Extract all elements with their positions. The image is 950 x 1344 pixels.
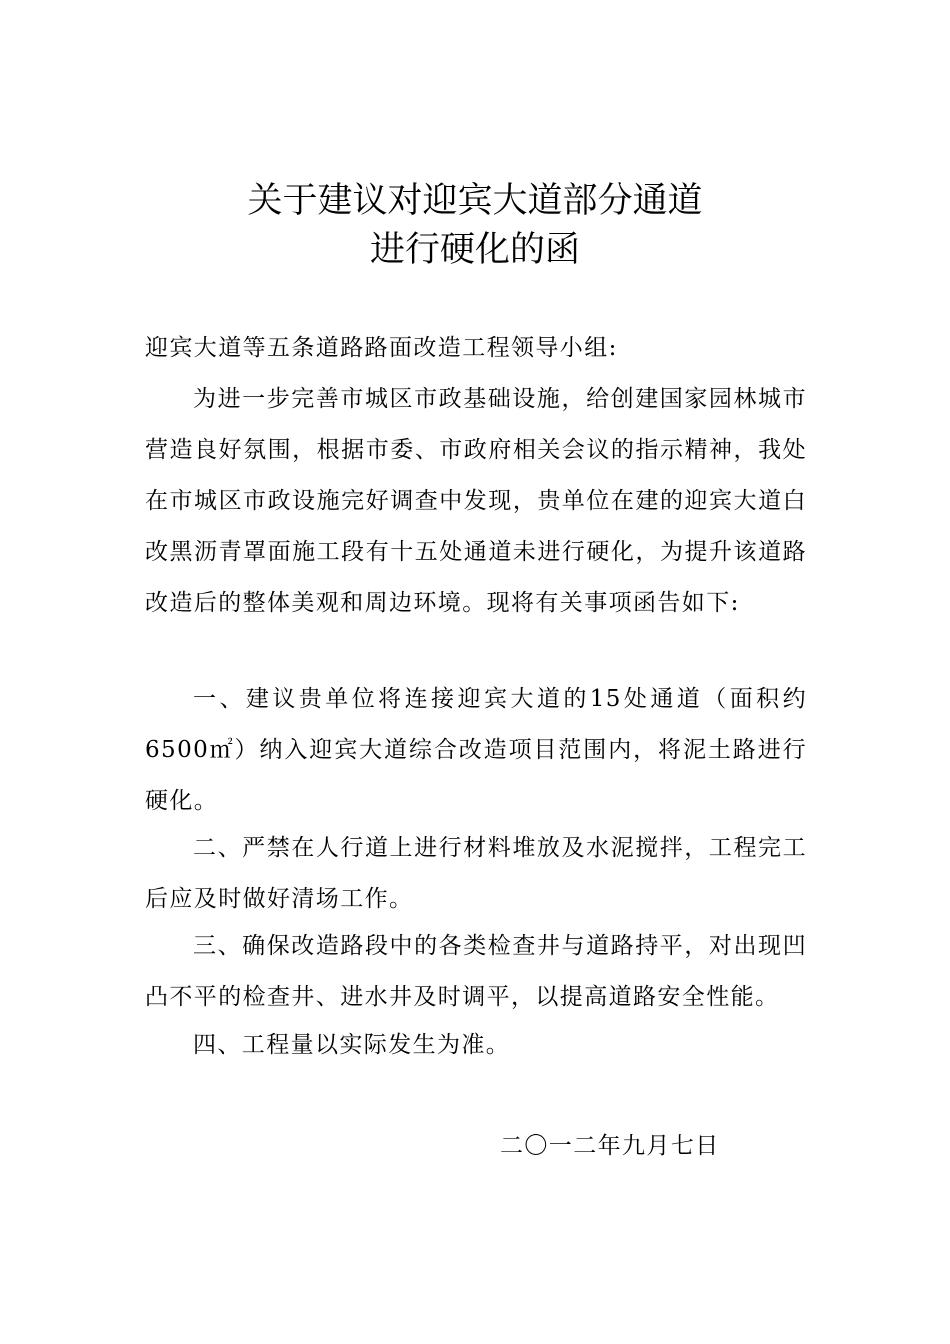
salutation: 迎宾大道等五条道路路面改造工程领导小组:	[145, 335, 618, 361]
paragraph-item-4: 四、工程量以实际发生为准。	[193, 1032, 511, 1058]
paragraph-item-1: 一、建议贵单位将连接迎宾大道的15处通道（面积约6500㎡）纳入迎宾大道综合改造项目范围内，将泥土路进行硬化。	[145, 686, 807, 814]
paragraph-item-3: 三、确保改造路段中的各类检查井与道路持平，对出现凹凸不平的检查井、进水井及时调平，以提高道路安全性能。	[145, 933, 807, 1010]
document-title-line-2: 进行硬化的函	[369, 230, 580, 270]
document-title-line-1: 关于建议对迎宾大道部分通道	[247, 181, 703, 221]
paragraph-intro: 为进一步完善市城区市政基础设施，给创建国家园林城市营造良好氛围，根据市委、市政府相关会议的指示精神，我处在市城区市政设施完好调查中发现，贵单位在建的迎宾大道白改黑沥青罩面施工段有十五处通道未进行硬化，为提升该道路改造后的整体美观和周边环境。现将有关事项函告如下:	[145, 386, 807, 616]
paragraph-item-2: 二、严禁在人行道上进行材料堆放及水泥搅拌，工程完工后应及时做好清场工作。	[145, 835, 807, 912]
document-date: 二〇一二年九月七日	[500, 1133, 720, 1159]
